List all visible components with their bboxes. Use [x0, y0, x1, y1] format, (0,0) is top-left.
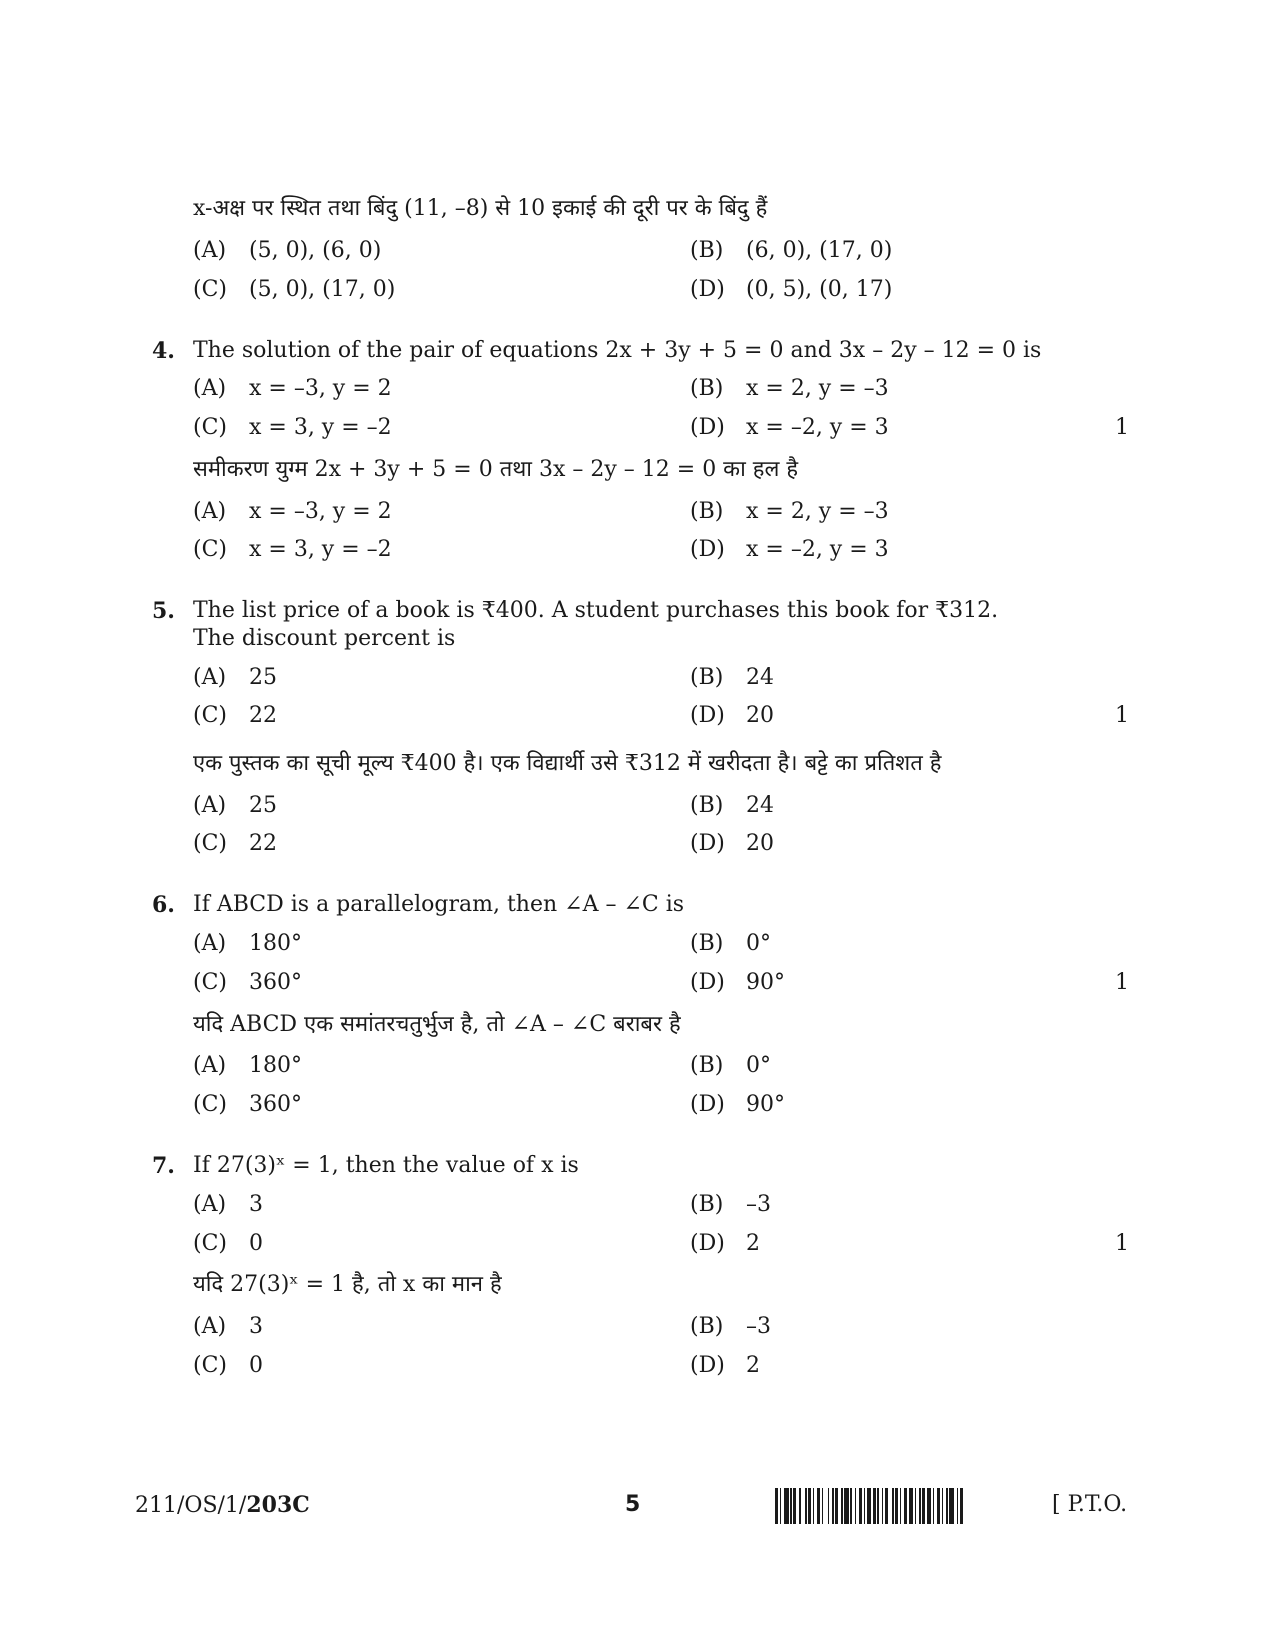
q5-option-b: (B) 24	[690, 665, 774, 690]
q7-option-d: (D) 2	[690, 1231, 760, 1256]
q6-number: 6.	[152, 892, 175, 918]
barcode-bar	[963, 1488, 965, 1524]
q6-marks: 1	[1115, 970, 1129, 995]
q4-stem-hi: समीकरण युग्म 2x + 3y + 5 = 0 तथा 3x – 2y – 12 = 0 का हल है	[193, 457, 799, 482]
q4-hi-option-d: (D) x = –2, y = 3	[690, 537, 889, 562]
q4-hi-option-c: (C) x = 3, y = –2	[193, 537, 392, 562]
page-number: 5	[625, 1492, 641, 1517]
q5-stem-en-line2: The discount percent is	[193, 626, 456, 651]
q5-number: 5.	[152, 598, 175, 624]
q6-hi-option-c: (C) 360°	[193, 1092, 302, 1117]
q6-option-d: (D) 90°	[690, 970, 785, 995]
q7-hi-option-a: (A) 3	[193, 1314, 263, 1339]
q6-option-c: (C) 360°	[193, 970, 302, 995]
q7-option-b: (B) –3	[690, 1192, 771, 1217]
q6-hi-option-d: (D) 90°	[690, 1092, 785, 1117]
q6-stem-hi: यदि ABCD एक समांतरचतुर्भुज है, तो ∠A – ∠C बराबर है	[193, 1012, 681, 1037]
q7-hi-option-b: (B) –3	[690, 1314, 771, 1339]
q4-number: 4.	[152, 338, 175, 364]
q7-option-c: (C) 0	[193, 1231, 263, 1256]
q7-stem-en: If 27(3)ˣ = 1, then the value of x is	[193, 1153, 579, 1178]
q4-option-d: (D) x = –2, y = 3	[690, 415, 889, 440]
q6-hi-option-b: (B) 0°	[690, 1053, 771, 1078]
q5-option-d: (D) 20	[690, 703, 774, 728]
q7-hi-option-c: (C) 0	[193, 1353, 263, 1378]
q5-hi-option-d: (D) 20	[690, 831, 774, 856]
q3-hindi-option-d: (D) (0, 5), (0, 17)	[690, 277, 893, 302]
q7-stem-hi: यदि 27(3)ˣ = 1 है, तो x का मान है	[193, 1272, 502, 1297]
barcode	[775, 1488, 1033, 1524]
q4-hi-option-a: (A) x = –3, y = 2	[193, 499, 392, 524]
q7-marks: 1	[1115, 1231, 1129, 1256]
q4-hi-option-b: (B) x = 2, y = –3	[690, 499, 889, 524]
q3-hindi-option-c: (C) (5, 0), (17, 0)	[193, 277, 396, 302]
q6-stem-en: If ABCD is a parallelogram, then ∠A – ∠C is	[193, 892, 685, 917]
q5-stem-hi: एक पुस्तक का सूची मूल्य ₹400 है। एक विद्यार्थी उसे ₹312 में खरीदता है। बट्टे का प्रतिशत है	[193, 751, 942, 776]
q6-option-b: (B) 0°	[690, 931, 771, 956]
q7-hi-option-d: (D) 2	[690, 1353, 760, 1378]
pto-label: [ P.T.O.	[1052, 1492, 1128, 1517]
q4-marks: 1	[1115, 415, 1129, 440]
q4-stem-en: The solution of the pair of equations 2x + 3y + 5 = 0 and 3x – 2y – 12 = 0 is	[193, 338, 1042, 363]
q7-option-a: (A) 3	[193, 1192, 263, 1217]
q5-option-a: (A) 25	[193, 665, 277, 690]
q5-stem-en-line1: The list price of a book is ₹400. A student purchases this book for ₹312.	[193, 598, 999, 623]
paper-code: 211/OS/1/203C	[135, 1492, 310, 1518]
q4-option-a: (A) x = –3, y = 2	[193, 376, 392, 401]
q5-hi-option-c: (C) 22	[193, 831, 277, 856]
q4-option-c: (C) x = 3, y = –2	[193, 415, 392, 440]
q4-option-b: (B) x = 2, y = –3	[690, 376, 889, 401]
q3-hindi-stem: x-अक्ष पर स्थित तथा बिंदु (11, –8) से 10 इकाई की दूरी पर के बिंदु हैं	[193, 196, 768, 221]
q5-hi-option-a: (A) 25	[193, 793, 277, 818]
q6-hi-option-a: (A) 180°	[193, 1053, 302, 1078]
q7-number: 7.	[152, 1153, 175, 1179]
q3-hindi-option-b: (B) (6, 0), (17, 0)	[690, 238, 893, 263]
q5-marks: 1	[1115, 703, 1129, 728]
q6-option-a: (A) 180°	[193, 931, 302, 956]
q3-hindi-option-a: (A) (5, 0), (6, 0)	[193, 238, 382, 263]
q5-option-c: (C) 22	[193, 703, 277, 728]
q5-hi-option-b: (B) 24	[690, 793, 774, 818]
